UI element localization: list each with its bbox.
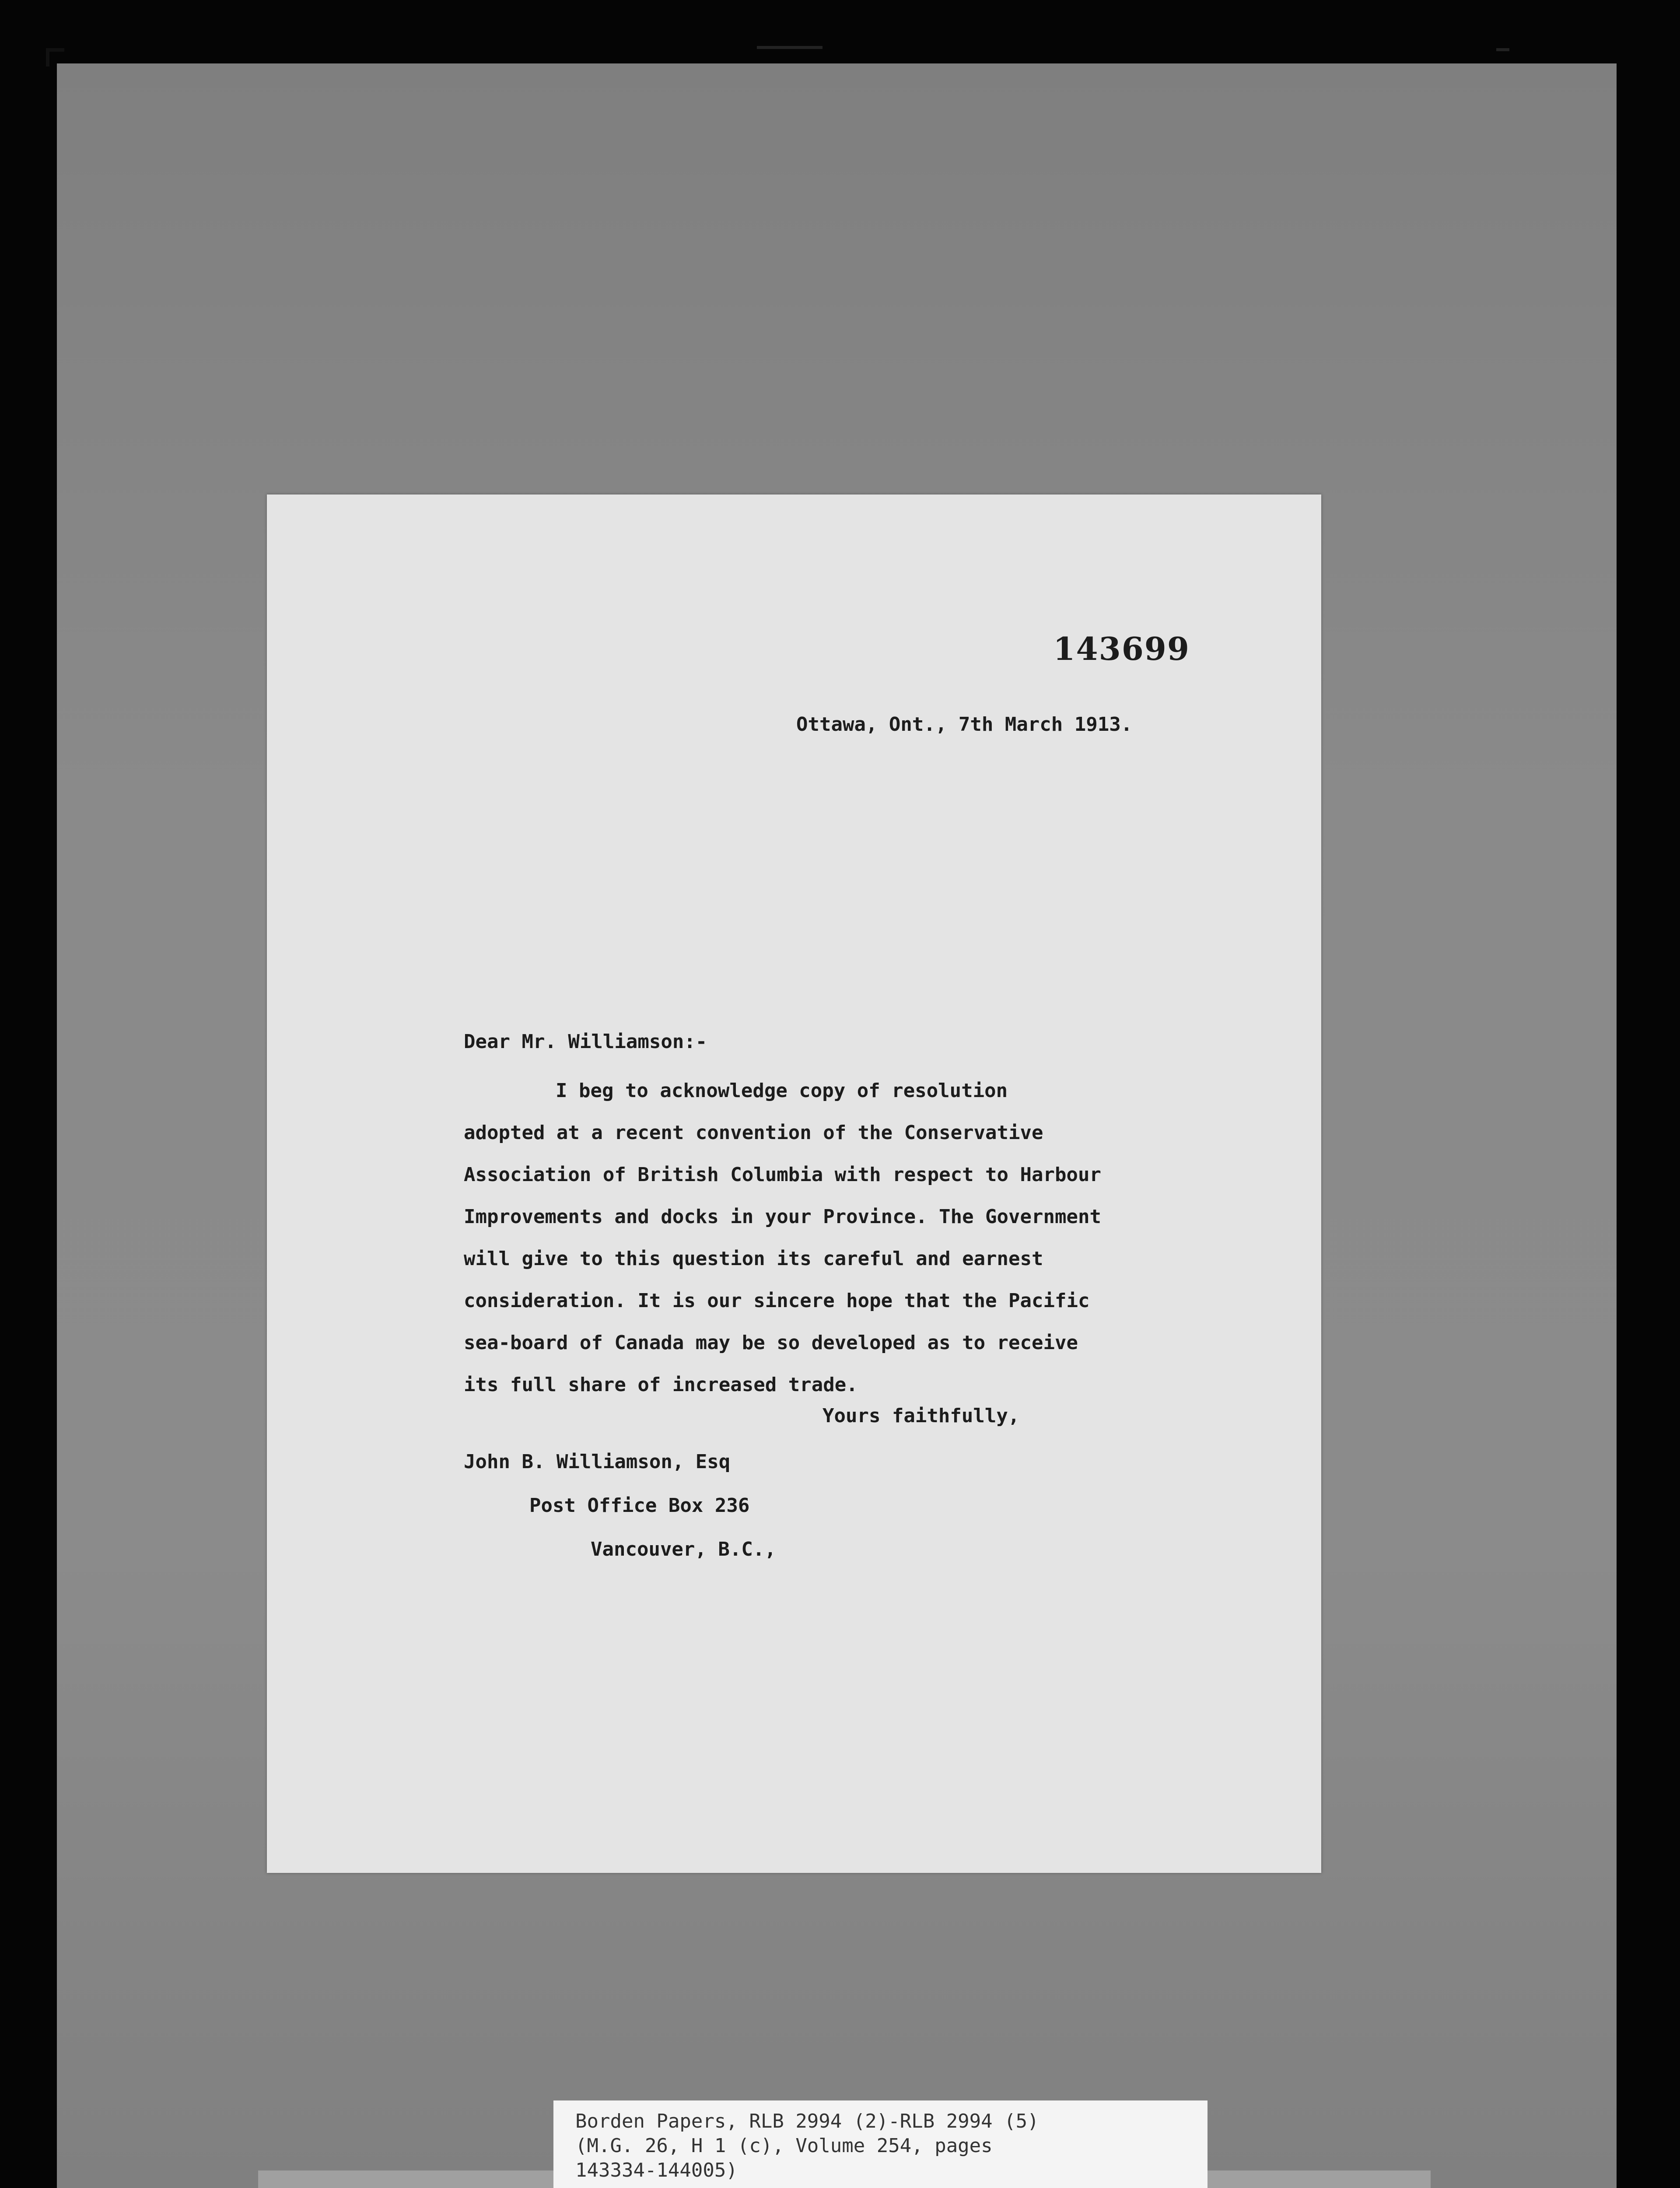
address-name: John B. Williamson, Esq	[464, 1451, 731, 1473]
document-number: 143699	[1053, 630, 1190, 667]
citation-line: (M.G. 26, H 1 (c), Volume 254, pages	[575, 2135, 993, 2157]
address-box: Post Office Box 236	[529, 1494, 750, 1517]
body-line: Improvements and docks in your Province. The Government	[464, 1206, 1101, 1228]
letter-dateline: Ottawa, Ont., 7th March 1913.	[796, 713, 1133, 736]
citation-line: Borden Papers, RLB 2994 (2)-RLB 2994 (5)	[575, 2110, 1039, 2132]
frame-top-dash	[1496, 48, 1509, 51]
body-line: adopted at a recent convention of the Conservative	[464, 1122, 1043, 1144]
letter-closing: Yours faithfully,	[822, 1405, 1020, 1427]
letter-body	[464, 1070, 1273, 1406]
body-line: sea-board of Canada may be so developed as to receive	[464, 1332, 1078, 1354]
frame-top-line	[757, 46, 822, 49]
frame-corner-mark	[46, 48, 64, 67]
body-line: its full share of increased trade.	[464, 1374, 858, 1396]
body-line: Association of British Columbia with respect to Harbour	[464, 1164, 1101, 1186]
body-line: I beg to acknowledge copy of resolution	[556, 1080, 1008, 1102]
citation-line: 143334-144005)	[575, 2159, 738, 2181]
body-line: consideration. It is our sincere hope that the Pacific	[464, 1290, 1090, 1312]
body-line: will give to this question its careful and earnest	[464, 1248, 1043, 1270]
letter-page	[267, 494, 1321, 1873]
citation-label	[553, 2100, 1208, 2188]
letter-salutation: Dear Mr. Williamson:-	[464, 1031, 707, 1053]
address-city: Vancouver, B.C.,	[591, 1538, 776, 1560]
